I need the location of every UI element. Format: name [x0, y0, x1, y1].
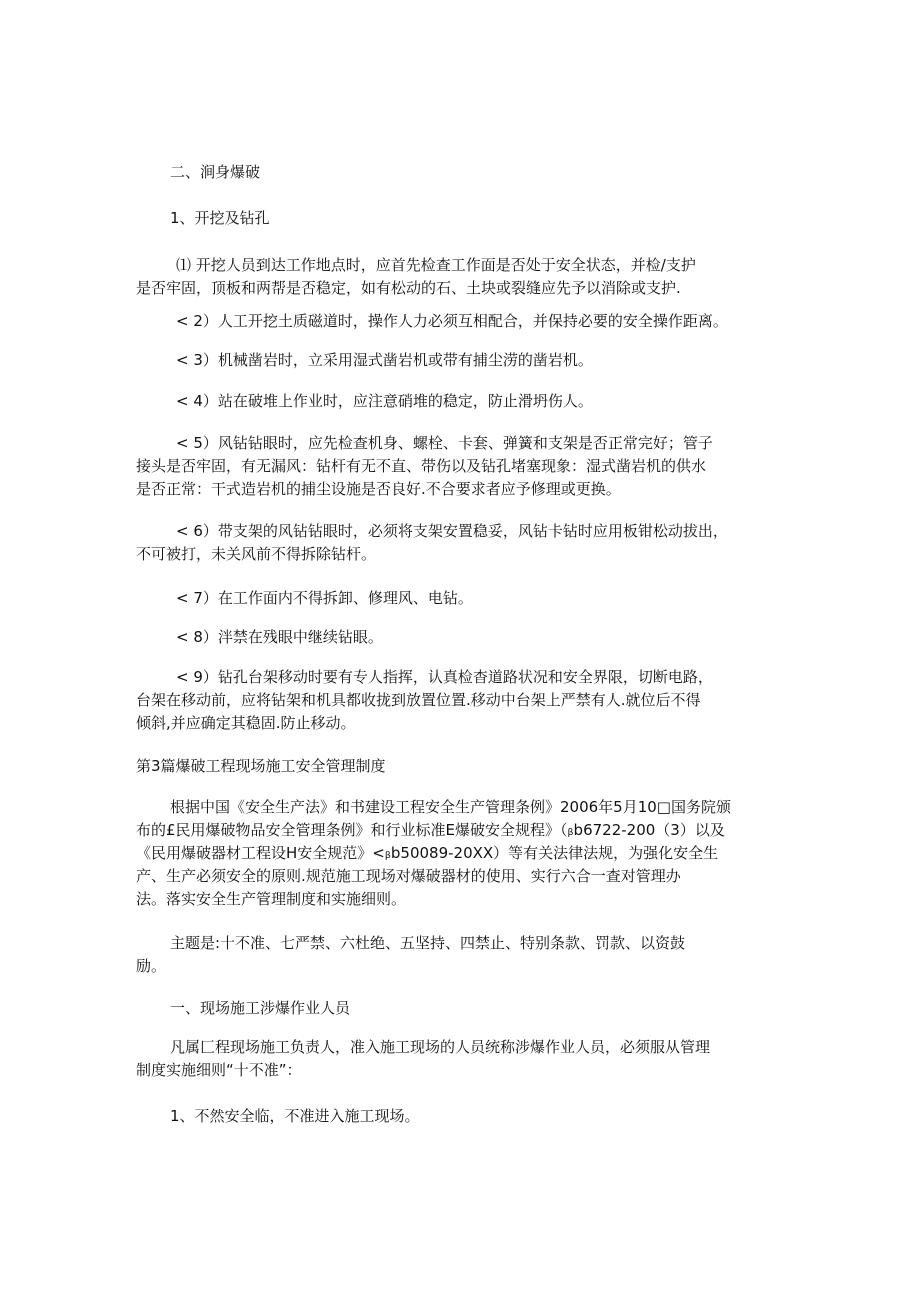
paragraph-line: 法。落实安全生产管理制度和实施细则。: [136, 890, 407, 908]
heading-blasting: 二、涧身爆破: [170, 163, 261, 181]
paragraph-line: < 5）风钻钻眼时，应先检查机身、螺栓、卡套、弹簧和支架是否正常完好；管子: [176, 434, 713, 452]
subheading-personnel: 一、现场施工涉爆作业人员: [170, 999, 351, 1017]
paragraph-line: < 7）在工作面内不得拆卸、修理风、电钻。: [176, 589, 473, 607]
paragraph-line: < 8）泮禁在残眼中继续钻眼。: [176, 628, 383, 646]
paragraph-line: 台架在移动前，应将钻架和机具都收拢到放置位置.移动中台架上严禁有人.就位后不得: [136, 691, 701, 709]
paragraph-line: < 3）机械凿岩时，立采用湿式凿岩机或带有捕尘涝的凿岩机。: [176, 351, 593, 369]
paragraph-line: 制度实施细则“十不准”：: [136, 1061, 302, 1079]
paragraph-line: 接头是否牢固，有无漏风：钻杆有无不直、带伤以及钻孔堵塞现象：湿式凿岩机的供水: [136, 457, 707, 475]
paragraph-line: 凡属匚程现场施工负责人，准入施工现场的人员统称涉爆作业人员，必须服从管理: [170, 1038, 711, 1056]
paragraph-line: < 6）带支架的风钻钻眼时，必须将支架安置稳妥，风钻卡钻时应用板钳松动拔出，: [176, 522, 728, 540]
paragraph-line: 根据中国《安全生产法》和书建设工程安全生产管理条例》2006年5月10□国务院颁: [170, 798, 731, 816]
list-item: 1、不然安全临，不准进入施工现场。: [170, 1107, 420, 1125]
paragraph-line: 是否正常：干式造岩机的捕尘设施是否良好.不合要求者应予修理或更换。: [136, 480, 621, 498]
paragraph-line: 产、生产必须安全的原则.规范施工现场对爆破器材的使用、实行六合一查对管理办: [136, 867, 681, 885]
paragraph-line: < 4）站在破堆上作业时，应注意硝堆的稳定，防止滑坍伤人。: [176, 392, 593, 410]
paragraph-line: < 2）人工开挖土质磁道时，操作人力必须互相配合，并保持必要的安全操作距离。: [176, 312, 728, 330]
paragraph-line: 不可被打，未关风前不得拆除钻杆。: [136, 545, 377, 563]
paragraph-line: < 9）钻孔台架移动时要有专人指挥，认真检杳道路状况和安全界限，切断电路，: [176, 668, 713, 686]
paragraph-line: 励。: [136, 957, 167, 975]
paragraph-line: 倾斜,并应确定其稳固.防止移动。: [136, 714, 356, 732]
subheading-excavation-drilling: 1、开挖及钻孔: [170, 209, 270, 227]
paragraph-line: 《民用爆破器材工程设H安全规范》<ᵦb50089-20XX）等有关法律法规，为强化安全生: [136, 844, 719, 862]
paragraph-line: 布的£民用爆破物品安全管理条例》和行业标准E爆破安全规程》（ᵦb6722-200（3）以及: [136, 821, 725, 839]
paragraph-line: ⑴ 开挖人员到达工作地点时，应首先检查工作面是否处于安全状态，并检/支护: [176, 256, 696, 274]
section-title: 第3篇爆破工程现场施工安全管理制度: [136, 757, 386, 775]
paragraph-line: 是否牢固，顶板和两帮是否稳定，如有松动的石、土块或裂缝应先予以消除或支护.: [136, 279, 681, 297]
paragraph-line: 主题是:十不准、七严禁、六杜绝、五坚持、四禁止、特别条款、罚款、以资鼓: [170, 934, 686, 952]
